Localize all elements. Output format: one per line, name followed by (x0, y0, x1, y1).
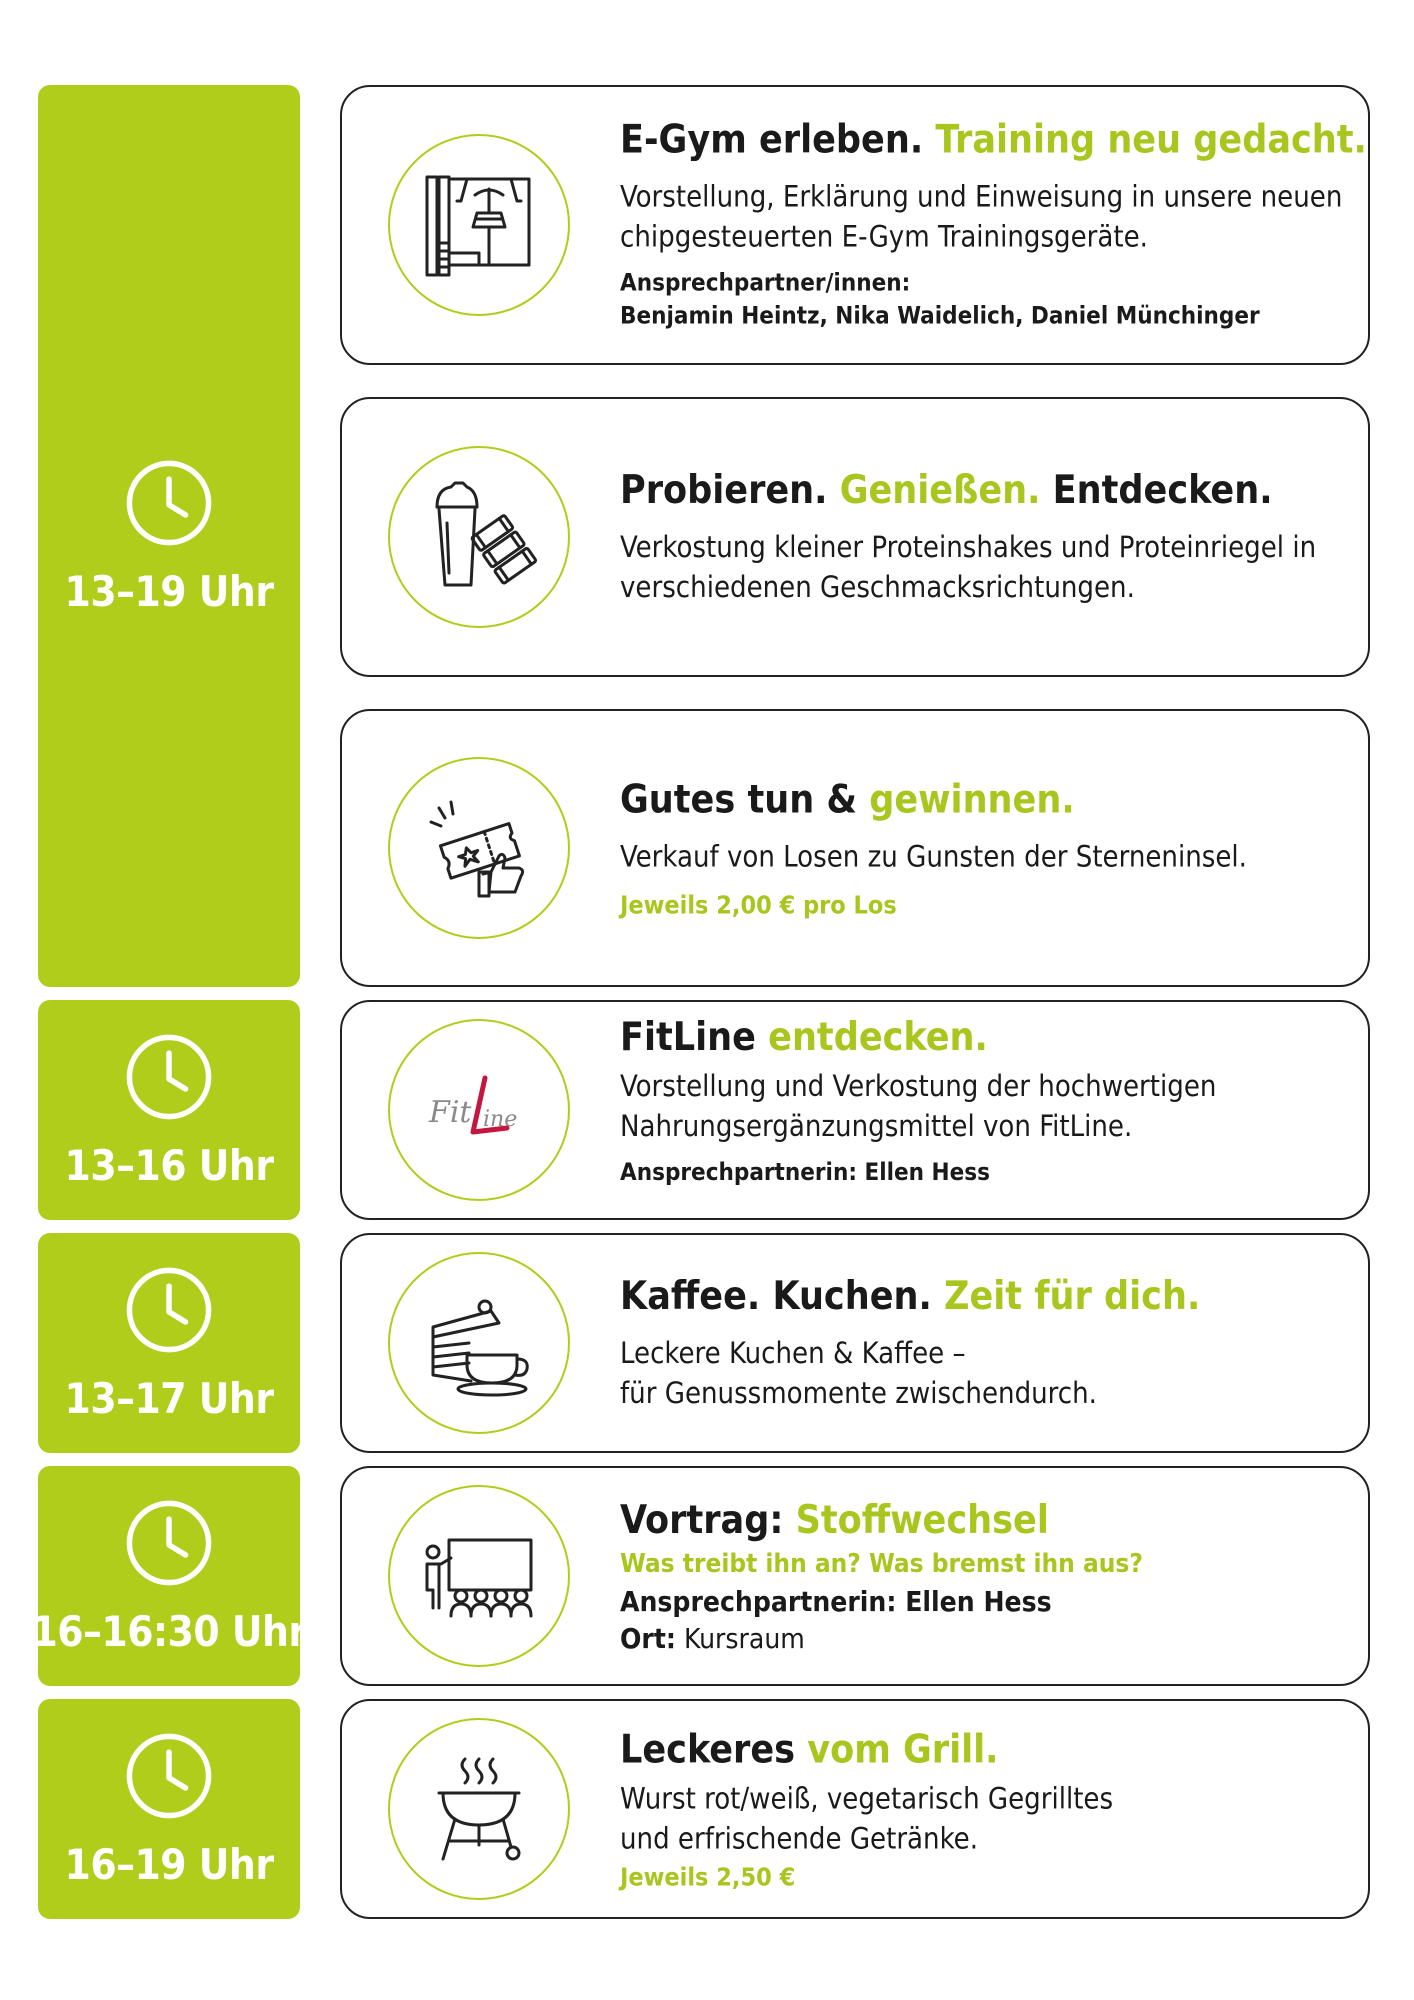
card-title: Gutes tun & gewinnen. (620, 777, 1075, 823)
card-egym (340, 85, 1370, 365)
card-title: Vortrag: Stoffwechsel (620, 1498, 1049, 1544)
time-label: 13–19 Uhr (64, 566, 274, 616)
time-label: 16–16:30 Uhr (31, 1606, 307, 1656)
time-block-16-19 (38, 1699, 300, 1919)
lottery-ticket-hand-icon (419, 788, 539, 908)
clock-icon (123, 457, 215, 549)
clock-icon (123, 1264, 215, 1356)
card-content (620, 1273, 1354, 1413)
icon-circle (388, 1019, 570, 1201)
fitness-machine-icon (419, 165, 539, 285)
clock-icon (123, 1031, 215, 1123)
icon-circle (388, 1485, 570, 1667)
fitline-logo-text: Fit (429, 1095, 472, 1130)
card-content (620, 117, 1367, 334)
time-label: 13–17 Uhr (64, 1373, 274, 1423)
card-description: Verkostung kleiner Proteinshakes und Proteinriegel in verschiedenen Geschmacksrichtungen. (620, 529, 1317, 604)
card-content (620, 1014, 1354, 1189)
icon-circle (388, 446, 570, 628)
protein-shake-bars-icon (419, 477, 539, 597)
card-fitline (340, 1000, 1370, 1220)
icon-circle (388, 757, 570, 939)
icon-circle (388, 1718, 570, 1900)
fitline-logo (419, 1050, 539, 1170)
card-title: Probieren. Genießen. Entdecken. (620, 468, 1273, 514)
card-subtitle: Was treibt ihn an? Was bremst ihn aus? (620, 1548, 1143, 1579)
cake-coffee-icon (419, 1283, 539, 1403)
time-label: 13–16 Uhr (64, 1140, 274, 1190)
icon-circle (388, 1252, 570, 1434)
fitline-logo-text: ine (483, 1107, 518, 1132)
card-content (620, 467, 1354, 607)
card-title: FitLine entdecken. (620, 1015, 988, 1060)
card-location: Ort: Kursraum (620, 1621, 805, 1655)
time-block-13-17 (38, 1233, 300, 1453)
icon-circle (388, 134, 570, 316)
presentation-audience-icon (419, 1516, 539, 1636)
time-label: 16–19 Uhr (64, 1839, 274, 1889)
time-block-13-16 (38, 1000, 300, 1220)
card-content (620, 1727, 1354, 1892)
clock-icon (123, 1497, 215, 1589)
card-probieren (340, 397, 1370, 677)
card-content (620, 1497, 1354, 1655)
price-label: Jeweils 2,00 € pro Los (620, 890, 897, 920)
card-content (620, 777, 1354, 920)
card-vortrag (340, 1466, 1370, 1686)
card-contact: Ansprechpartnerin: Ellen Hess (620, 1584, 1052, 1618)
card-contact: Ansprechpartnerin: Ellen Hess (620, 1157, 990, 1186)
card-description: Verkauf von Losen zu Gunsten der Sterneninsel. (620, 839, 1247, 874)
card-title: Kaffee. Kuchen. Zeit für dich. (620, 1274, 1201, 1320)
card-title: E-Gym erleben. Training neu gedacht. (620, 117, 1367, 163)
price-label: Jeweils 2,50 € (620, 1862, 796, 1892)
barbecue-grill-icon (419, 1749, 539, 1869)
time-block-16-1630 (31, 1466, 307, 1686)
card-description: Vorstellung und Verkostung der hochwertigen Nahrungsergänzungsmittel von FitLine. (620, 1068, 1217, 1143)
card-kaffee (340, 1233, 1370, 1453)
card-contact: Ansprechpartner/innen: Benjamin Heintz, Nika Waidelich, Daniel Münchinger (620, 268, 1260, 330)
card-description: Leckere Kuchen & Kaffee – für Genussmomente zwischendurch. (620, 1335, 1097, 1410)
card-description: Wurst rot/weiß, vegetarisch Gegrilltes und erfrischende Getränke. (620, 1781, 1114, 1856)
card-grill (340, 1699, 1370, 1919)
card-title: Leckeres vom Grill. (620, 1727, 999, 1773)
clock-icon (123, 1730, 215, 1822)
time-block-13-19 (38, 85, 300, 987)
card-gutes-tun (340, 709, 1370, 987)
card-description: Vorstellung, Erklärung und Einweisung in unsere neuen chipgesteuerten E-Gym Trainingsgeräte. (620, 179, 1343, 254)
